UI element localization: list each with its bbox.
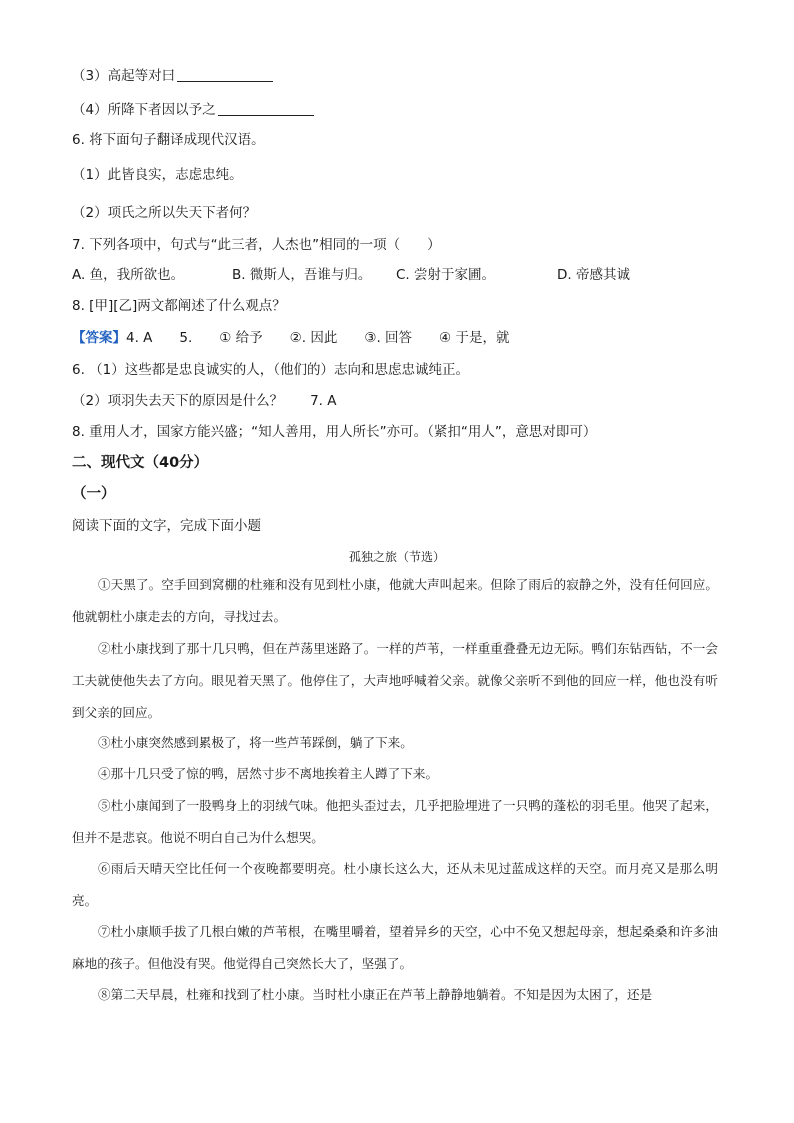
passage-paragraph: ⑧第二天早晨，杜雍和找到了杜小康。当时杜小康正在芦苇上静静地躺着。不知是因为太困了，还是 <box>98 987 653 1002</box>
passage-paragraph: ④那十几只受了惊的鸭，居然寸步不离地挨着主人蹲了下来。 <box>98 766 439 781</box>
q6-title: 6. 将下面句子翻译成现代汉语。 <box>72 132 265 148</box>
q7-option-a: A. 鱼，我所欲也。 <box>72 267 185 283</box>
q8-title: 8. [甲][乙]两文都阐述了什么观点？ <box>72 298 286 314</box>
answer-line-3: （2）项羽失去天下的原因是什么？ 7. A <box>72 393 337 409</box>
q5-item-3: （3）高起等对曰 <box>72 66 273 86</box>
q7-option-d: D. 帝感其诚 <box>557 267 630 283</box>
passage-paragraph: ①天黑了。空手回到窝棚的杜雍和没有见到杜小康，他就大声叫起来。但除了雨后的寂静之外，没有任何回应。他就朝杜小康走去的方向，寻找过去。 <box>72 577 718 624</box>
q6-item-2: （2）项氏之所以失天下者何？ <box>72 205 257 221</box>
passage-paragraph: ②杜小康找到了那十几只鸭，但在芦荡里迷路了。一样的芦苇，一样重重叠叠无边无际。鸭们东钻西钻，不一会工夫就使他失去了方向。眼见着天黑了。他停住了，大声地呼喊着父亲。就像父亲听不到他的回应一样，他也没有听到父亲的回应。 <box>72 641 718 720</box>
answer-blank[interactable] <box>177 67 273 82</box>
answer-line-1: 【答案】4. A 5. ① 给予 ②. 因此 ③. 回答 ④ 于是，就 <box>72 330 510 346</box>
passage-paragraph: ⑦杜小康顺手拔了几根白嫩的芦苇根，在嘴里嚼着，望着异乡的天空，心中不免又想起母亲，想起桑桑和许多油麻地的孩子。但他没有哭。他觉得自己突然长大了，坚强了。 <box>72 924 718 971</box>
passage-paragraph: ③杜小康突然感到累极了，将一些芦苇踩倒，躺了下来。 <box>98 735 413 750</box>
q6-item-1: （1）此皆良实，志虑忠纯。 <box>72 167 243 183</box>
q5-item-4: （4）所降下者因以予之 <box>72 100 314 120</box>
q7-title: 7. 下列各项中，句式与“此三者，人杰也”相同的一项（ ） <box>72 237 441 253</box>
answer-line-2: 6. （1）这些都是忠良诚实的人，（他们的）志向和思虑忠诚纯正。 <box>72 362 470 378</box>
section-heading: 二、现代文（40分） <box>72 455 209 471</box>
passage-paragraph: ⑤杜小康闻到了一股鸭身上的羽绒气味。他把头歪过去，几乎把脸埋进了一只鸭的蓬松的羽毛里。他哭了起来，但并不是悲哀。他说不明白自己为什么想哭。 <box>72 798 718 845</box>
subsection-heading: （一） <box>72 486 116 502</box>
answer-tag: 【答案】 <box>72 330 126 346</box>
reading-instruction: 阅读下面的文字，完成下面小题 <box>72 518 261 534</box>
passage-paragraph: ⑥雨后天晴天空比任何一个夜晚都要明亮。杜小康长这么大，还从未见过蓝成这样的天空。而月亮又是那么明亮。 <box>72 861 718 908</box>
q6-dot: 。 <box>229 167 243 183</box>
q7-options <box>72 265 732 285</box>
passage-title: 孤独之旅（节选） <box>348 550 445 564</box>
answer-line-4: 8. 重用人才，国家方能兴盛；“知人善用，用人所长”亦可。（紧扣“用人”，意思对即可） <box>72 424 597 440</box>
q7-option-c: C. 尝射于家圃。 <box>396 267 496 283</box>
answer-blank[interactable] <box>218 101 314 116</box>
q7-option-b: B. 微斯人，吾谁与归。 <box>232 267 372 283</box>
